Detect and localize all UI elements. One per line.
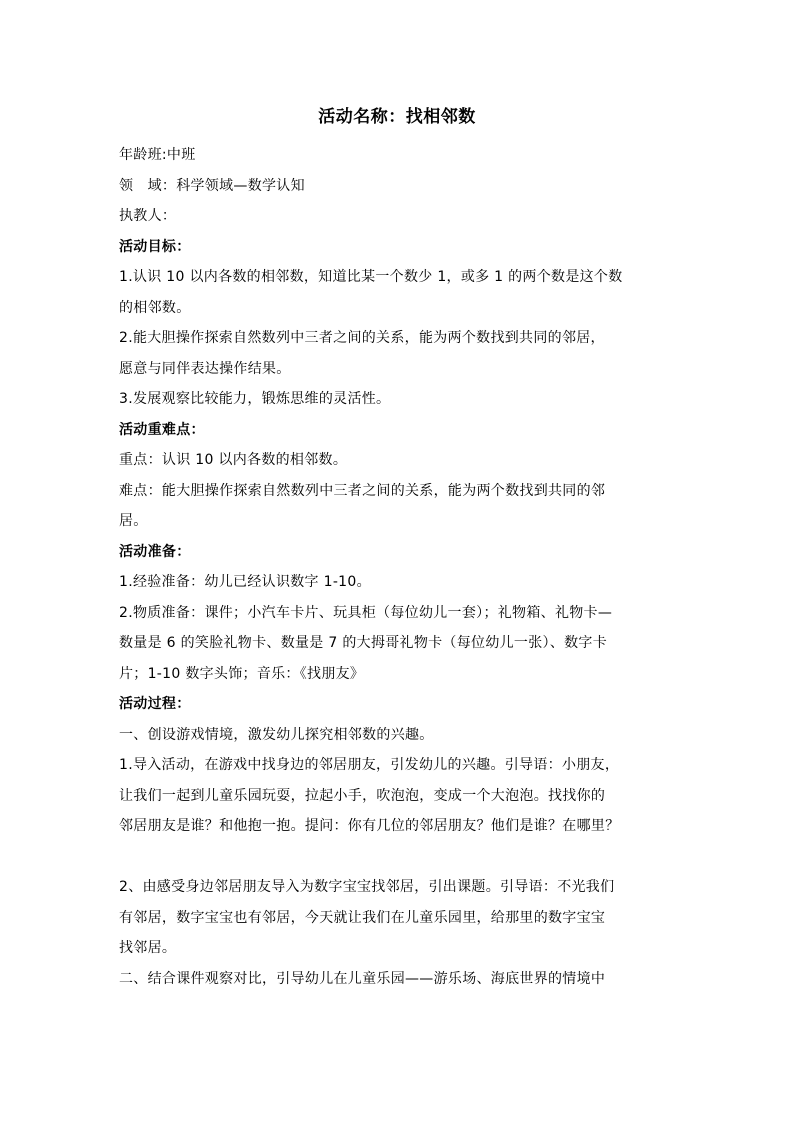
paragraph-line: 数量是 6 的笑脸礼物卡、数量是 7 的大拇哥礼物卡（每位幼儿一张）、数字卡 (119, 635, 608, 651)
paragraph-line: 找邻居。 (119, 940, 177, 956)
paragraph-line: 1.认识 10 以内各数的相邻数，知道比某一个数少 1，或多 1 的两个数是这个数 (119, 269, 623, 285)
paragraph-line: 难点：能大胆操作探索自然数列中三者之间的关系，能为两个数找到共同的邻 (119, 482, 606, 499)
paragraph-line: 的相邻数。 (119, 299, 191, 316)
section-heading: 活动重难点： (119, 421, 205, 438)
paragraph-line: 1.经验准备：幼儿已经认识数字 1-10。 (119, 574, 371, 590)
paragraph-line: 邻居朋友是谁？和他抱一抱。提问：你有几位的邻居朋友？他们是谁？在哪里？ (119, 818, 620, 834)
paragraph-line: 有邻居，数字宝宝也有邻居，今天就让我们在儿童乐园里，给那里的数字宝宝 (119, 909, 606, 926)
document-body (119, 140, 679, 994)
section-heading: 活动目标： (119, 238, 191, 255)
paragraph-line: 居。 (119, 513, 148, 529)
paragraph-line: 一、创设游戏情境，激发幼儿探究相邻数的兴趣。 (119, 726, 434, 743)
paragraph-line: 二、结合课件观察对比，引导幼儿在儿童乐园——游乐场、海底世界的情境中 (119, 970, 606, 987)
paragraph-line: 3.发展观察比较能力，锻炼思维的灵活性。 (119, 391, 391, 407)
paragraph-line: 重点：认识 10 以内各数的相邻数。 (119, 452, 348, 468)
paragraph-line: 年龄班:中班 (119, 147, 196, 163)
paragraph-line: 执教人： (119, 208, 177, 224)
paragraph-line: 2、由感受身边邻居朋友导入为数字宝宝找邻居，引出课题。引导语：不光我们 (119, 879, 615, 895)
document-title: 活动名称：找相邻数 (318, 107, 476, 127)
paragraph-line: 愿意与同伴表达操作结果。 (119, 360, 291, 377)
paragraph-line: 2.物质准备：课件；小汽车卡片、玩具柜（每位幼儿一套）；礼物箱、礼物卡— (119, 604, 613, 621)
paragraph-line: 让我们一起到儿童乐园玩耍，拉起小手，吹泡泡，变成一个大泡泡。找找你的 (119, 787, 606, 804)
paragraph-line: 片；1-10 数字头饰；音乐：《找朋友》 (119, 665, 365, 682)
section-heading: 活动准备： (119, 543, 191, 560)
section-heading: 活动过程： (119, 696, 191, 712)
paragraph-line: 2.能大胆操作探索自然数列中三者之间的关系，能为两个数找到共同的邻居， (119, 330, 605, 346)
paragraph-line: 领 域：科学领域—数学认知 (119, 177, 305, 194)
blank-line (119, 842, 679, 873)
paragraph-line: 1.导入活动，在游戏中找身边的邻居朋友，引发幼儿的兴趣。引导语：小朋友， (119, 757, 620, 773)
